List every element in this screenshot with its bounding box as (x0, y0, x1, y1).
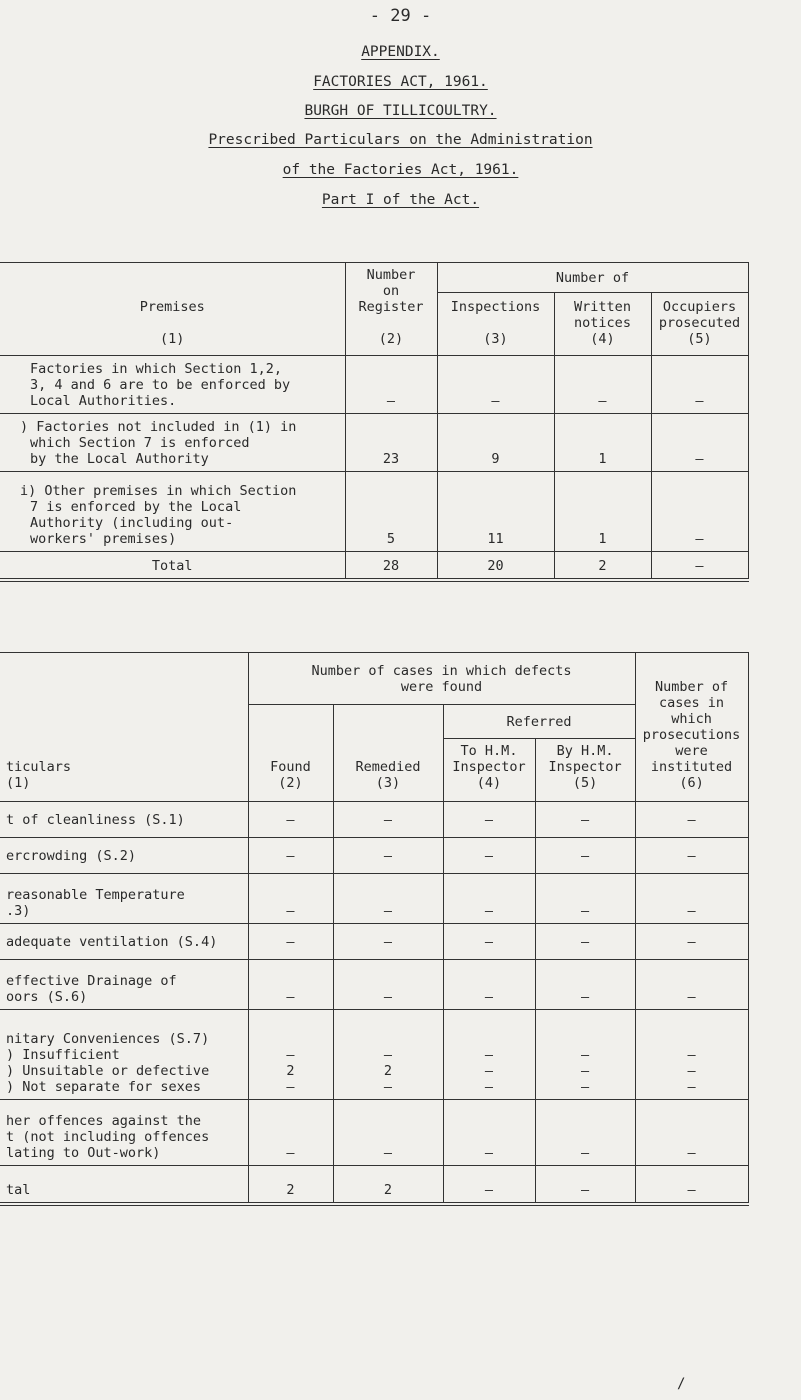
occupiers-cell: – (651, 356, 748, 414)
found-cell: – (248, 924, 333, 960)
found-cell: – (248, 1100, 333, 1166)
appendix-heading: APPENDIX. (361, 44, 440, 60)
premises-header: Premises (1) (0, 263, 345, 356)
defects-group-header: Number of cases in which defects were found (248, 653, 635, 705)
defects-table (0, 652, 749, 1206)
table-row (0, 1010, 748, 1100)
found-cell: – (248, 960, 333, 1010)
remedied-header: Remedied (3) (333, 705, 443, 802)
part-heading: Part I of the Act. (321, 192, 480, 208)
row-label: Factories in which Section 1,2, 3, 4 and 6 are to be enforced by Local Authorities. (0, 356, 345, 414)
table-row (0, 356, 748, 414)
remedied-cell: – (333, 838, 443, 874)
row-label: nitary Conveniences (S.7) ) Insufficient ) Unsuitable or defective ) Not separate for sexes (0, 1010, 248, 1100)
total-remedied: 2 (333, 1166, 443, 1204)
inspections-header: Inspections (3) (437, 293, 554, 356)
remedied-cell: – (333, 874, 443, 924)
table-row (0, 472, 748, 552)
prosecutions-cell: – (635, 874, 748, 924)
remedied-cell: – 2 – (333, 1010, 443, 1100)
total-occupiers: – (651, 552, 748, 580)
by-hm-cell: – (535, 838, 635, 874)
prosecutions-cell: – (635, 960, 748, 1010)
remedied-cell: – (333, 1100, 443, 1166)
by-hm-cell: – – – (535, 1010, 635, 1100)
prosecutions-cell: – (635, 924, 748, 960)
found-cell: – (248, 874, 333, 924)
by-hm-inspector-header: By H.M. Inspector (5) (535, 739, 635, 802)
act-heading: FACTORIES ACT, 1961. (313, 74, 488, 90)
found-cell: – (248, 838, 333, 874)
referred-header: Referred (443, 705, 635, 739)
to-hm-cell: – (443, 838, 535, 874)
total-inspections: 20 (437, 552, 554, 580)
table-row (0, 1100, 748, 1166)
table-row (0, 924, 748, 960)
number-of-header: Number of (437, 263, 748, 293)
by-hm-cell: – (535, 874, 635, 924)
to-hm-cell: – – – (443, 1010, 535, 1100)
administration-heading: of the Factories Act, 1961. (282, 162, 519, 178)
to-hm-cell: – (443, 802, 535, 838)
to-hm-cell: – (443, 924, 535, 960)
prosecutions-cell: – (635, 838, 748, 874)
to-hm-cell: – (443, 1100, 535, 1166)
table-row (0, 838, 748, 874)
found-header: Found (2) (248, 705, 333, 802)
remedied-cell: – (333, 924, 443, 960)
total-row (0, 552, 748, 580)
found-cell: – (248, 802, 333, 838)
prosecutions-header: Number of cases in which prosecutions were instituted (6) (635, 653, 748, 802)
total-written: 2 (554, 552, 651, 580)
total-by-hm: – (535, 1166, 635, 1204)
total-found: 2 (248, 1166, 333, 1204)
remedied-cell: – (333, 960, 443, 1010)
burgh-heading: BURGH OF TILLICOULTRY. (304, 103, 497, 119)
prescribed-heading: Prescribed Particulars on the Administration (208, 132, 593, 148)
inspections-cell: – (437, 356, 554, 414)
table-row (0, 414, 748, 472)
total-prosecutions: – (635, 1166, 748, 1204)
occupiers-cell: – (651, 472, 748, 552)
inspections-cell: 9 (437, 414, 554, 472)
written-cell: – (554, 356, 651, 414)
row-label: i) Other premises in which Section 7 is enforced by the Local Authority (including out- workers' premises) (0, 472, 345, 552)
footer-mark: / (677, 1376, 686, 1392)
occupiers-cell: – (651, 414, 748, 472)
total-label: Total (0, 552, 345, 580)
written-notices-header: Written notices (4) (554, 293, 651, 356)
register-cell: 5 (345, 472, 437, 552)
by-hm-cell: – (535, 802, 635, 838)
table-row (0, 874, 748, 924)
table-row (0, 802, 748, 838)
row-label: reasonable Temperature .3) (0, 874, 248, 924)
table-row (0, 960, 748, 1010)
to-hm-cell: – (443, 874, 535, 924)
written-cell: 1 (554, 472, 651, 552)
row-label: ercrowding (S.2) (0, 838, 248, 874)
by-hm-cell: – (535, 924, 635, 960)
inspections-cell: 11 (437, 472, 554, 552)
inspections-table (0, 262, 749, 582)
by-hm-cell: – (535, 1100, 635, 1166)
written-cell: 1 (554, 414, 651, 472)
particulars-header: ticulars (1) (0, 653, 248, 802)
to-hm-inspector-header: To H.M. Inspector (4) (443, 739, 535, 802)
total-register: 28 (345, 552, 437, 580)
total-to-hm: – (443, 1166, 535, 1204)
register-header: Number on Register (2) (345, 263, 437, 356)
row-label: adequate ventilation (S.4) (0, 924, 248, 960)
row-label: t of cleanliness (S.1) (0, 802, 248, 838)
remedied-cell: – (333, 802, 443, 838)
to-hm-cell: – (443, 960, 535, 1010)
row-label: effective Drainage of oors (S.6) (0, 960, 248, 1010)
row-label: her offences against the t (not including offences lating to Out-work) (0, 1100, 248, 1166)
prosecutions-cell: – (635, 802, 748, 838)
register-cell: – (345, 356, 437, 414)
by-hm-cell: – (535, 960, 635, 1010)
page-number: - 29 - (369, 6, 432, 26)
total-label: tal (0, 1166, 248, 1204)
total-row (0, 1166, 748, 1204)
register-cell: 23 (345, 414, 437, 472)
prosecutions-cell: – – – (635, 1010, 748, 1100)
prosecutions-cell: – (635, 1100, 748, 1166)
row-label: ) Factories not included in (1) in which Section 7 is enforced by the Local Authority (0, 414, 345, 472)
occupiers-header: Occupiers prosecuted (5) (651, 293, 748, 356)
found-cell: – 2 – (248, 1010, 333, 1100)
